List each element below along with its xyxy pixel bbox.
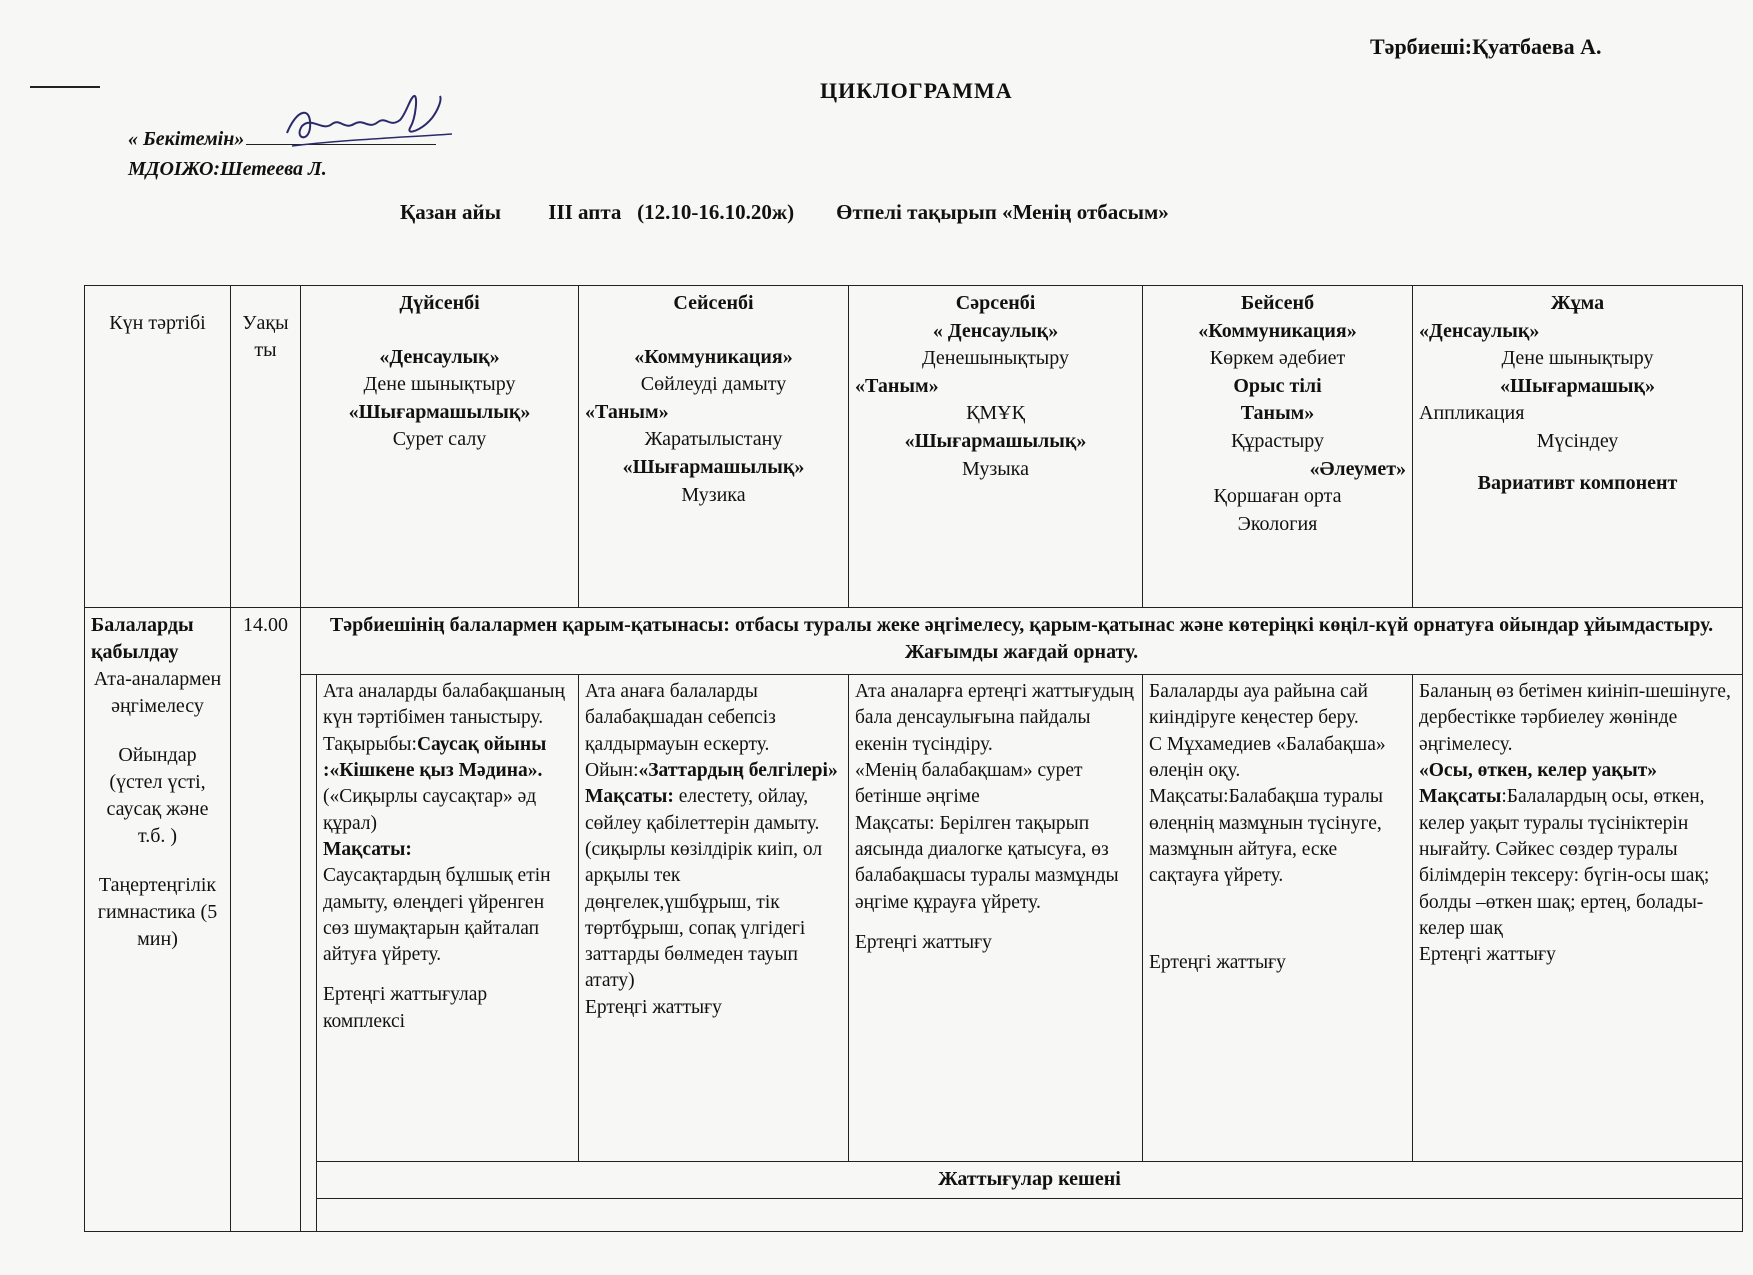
day-monday: Дүйсенбі «Денсаулық» Дене шынықтыру «Шығармашылық» Сурет салу bbox=[301, 286, 579, 608]
period-line bbox=[400, 200, 1169, 225]
col-schedule: Күн тәртібі bbox=[85, 286, 231, 608]
activity-monday: Ата аналарды балабақшаның күн тәртібімен таныстыру. Тақырыбы:Саусақ ойыны :«Кішкене қыз Мәдина». («Сиқырлы саусақтар» әд құрал) Мақсаты: Саусақтардың бұлшық етін дамыту, өлеңдегі үйренген сөз шумақтарын қайталап айтуға үйрету. Ертеңгі жаттығулар комплексі bbox=[317, 675, 579, 1162]
signature-icon bbox=[282, 88, 462, 158]
exercises-row bbox=[85, 1162, 1743, 1199]
day-friday: Жұма «Денсаулық» Дене шынықтыру «Шығармашық» Аппликация Мүсіндеу Вариативт компонент bbox=[1413, 286, 1743, 608]
exercises-label: Жаттығулар кешені bbox=[317, 1162, 1743, 1199]
reception-activities-row bbox=[85, 675, 1743, 1162]
corner-line bbox=[30, 86, 100, 88]
reception-title-cell: Балаларды қабылдау Ата-аналармен әңгімелесу Ойындар (үстел үсті, саусақ және т.б. ) Таңертеңгілік гимнастика (5 мин) bbox=[85, 608, 231, 1232]
official-name: МДОІЖО:Шетеева Л. bbox=[128, 158, 327, 180]
time-cell: 14.00 bbox=[231, 608, 301, 1232]
day-tuesday: Сейсенбі «Коммуникация» Сөйлеуді дамыту «Таным» Жаратылыстану «Шығармашылық» Музика bbox=[579, 286, 849, 608]
week: ІІІ апта (12.10-16.10.20ж) bbox=[548, 200, 795, 224]
col-time: Уақы ты bbox=[231, 286, 301, 608]
month: Қазан айы bbox=[400, 200, 502, 224]
teacher-name: Тәрбиеші:Қуатбаева А. bbox=[1370, 34, 1602, 59]
reception-merged-text: Тәрбиешінің балалармен қарым-қатынасы: отбасы туралы жеке әңгімелесу, қарым-қатынас және көтеріңкі көңіл-күй орнатуға ойындар ұйымдастыру. Жағымды жағдай орнату. bbox=[301, 608, 1743, 675]
day-wednesday: Сәрсенбі « Денсаулық» Денешынықтыру «Таным» ҚМҰҚ «Шығармашылық» Музыка bbox=[849, 286, 1143, 608]
activity-tuesday: Ата анаға балаларды балабақшадан себепсіз қалдырмауын ескерту. Ойын:«Заттардың белгілері» Мақсаты: елестету, ойлау, сөйлеу қабілеттерін дамыту. (сиқырлы көзілдірік киіп, ол арқылы тек дөңгелек,үшбұрыш, тік төртбұрыш, сопақ үлгідегі заттарды бөлмеден тауып атату) Ертеңгі жаттығу bbox=[579, 675, 849, 1162]
theme: Өтпелі тақырып «Менің отбасым» bbox=[836, 200, 1169, 224]
spacer-cell bbox=[301, 675, 317, 1232]
exercises-content-row bbox=[85, 1199, 1743, 1232]
activity-thursday: Балаларды ауа райына сай киіндіруге кеңестер беру. С Мұхамедиев «Балабақша» өлеңін оқу. Мақсаты:Балабақша туралы өлеңнің мазмұнын түсінуге, мазмұнын айтуға, еске сақтауға үйрету. Ертеңгі жаттығу bbox=[1143, 675, 1413, 1162]
exercises-content bbox=[317, 1199, 1743, 1232]
header-row bbox=[85, 286, 1743, 608]
activity-wednesday: Ата аналарға ертеңгі жаттығудың бала денсаулығына пайдалы екенін түсіндіру. «Менің балабақшам» сурет бетінше әңгіме Мақсаты: Берілген тақырып аясында диалогке қатысуға, өз балабақшасы туралы мазмұнды әңгіме құрауға үйрету. Ертеңгі жаттығу bbox=[849, 675, 1143, 1162]
day-thursday: Бейсенб «Коммуникация» Көркем әдебиет Орыс тілі Таным» Құрастыру «Әлеумет» Қоршаған орта Экология bbox=[1143, 286, 1413, 608]
schedule-table bbox=[84, 285, 1743, 1232]
reception-row-header bbox=[85, 608, 1743, 675]
activity-friday: Баланың өз бетімен киініп-шешінуге, дербестікке тәрбиелеу жөнінде әңгімелесу. «Осы, өткен, келер уақыт» Мақсаты:Балалардың осы, өткен, келер уақыт туралы түсініктерін нығайту. Сәйкес сөздер туралы білімдерін тексеру: бүгін-осы шақ; болды –өткен шақ; ертең, болады-келер шақ Ертеңгі жаттығу bbox=[1413, 675, 1743, 1162]
document-title: ЦИКЛОГРАММА bbox=[820, 78, 1013, 103]
approval-text: « Бекітемін» bbox=[128, 128, 245, 150]
